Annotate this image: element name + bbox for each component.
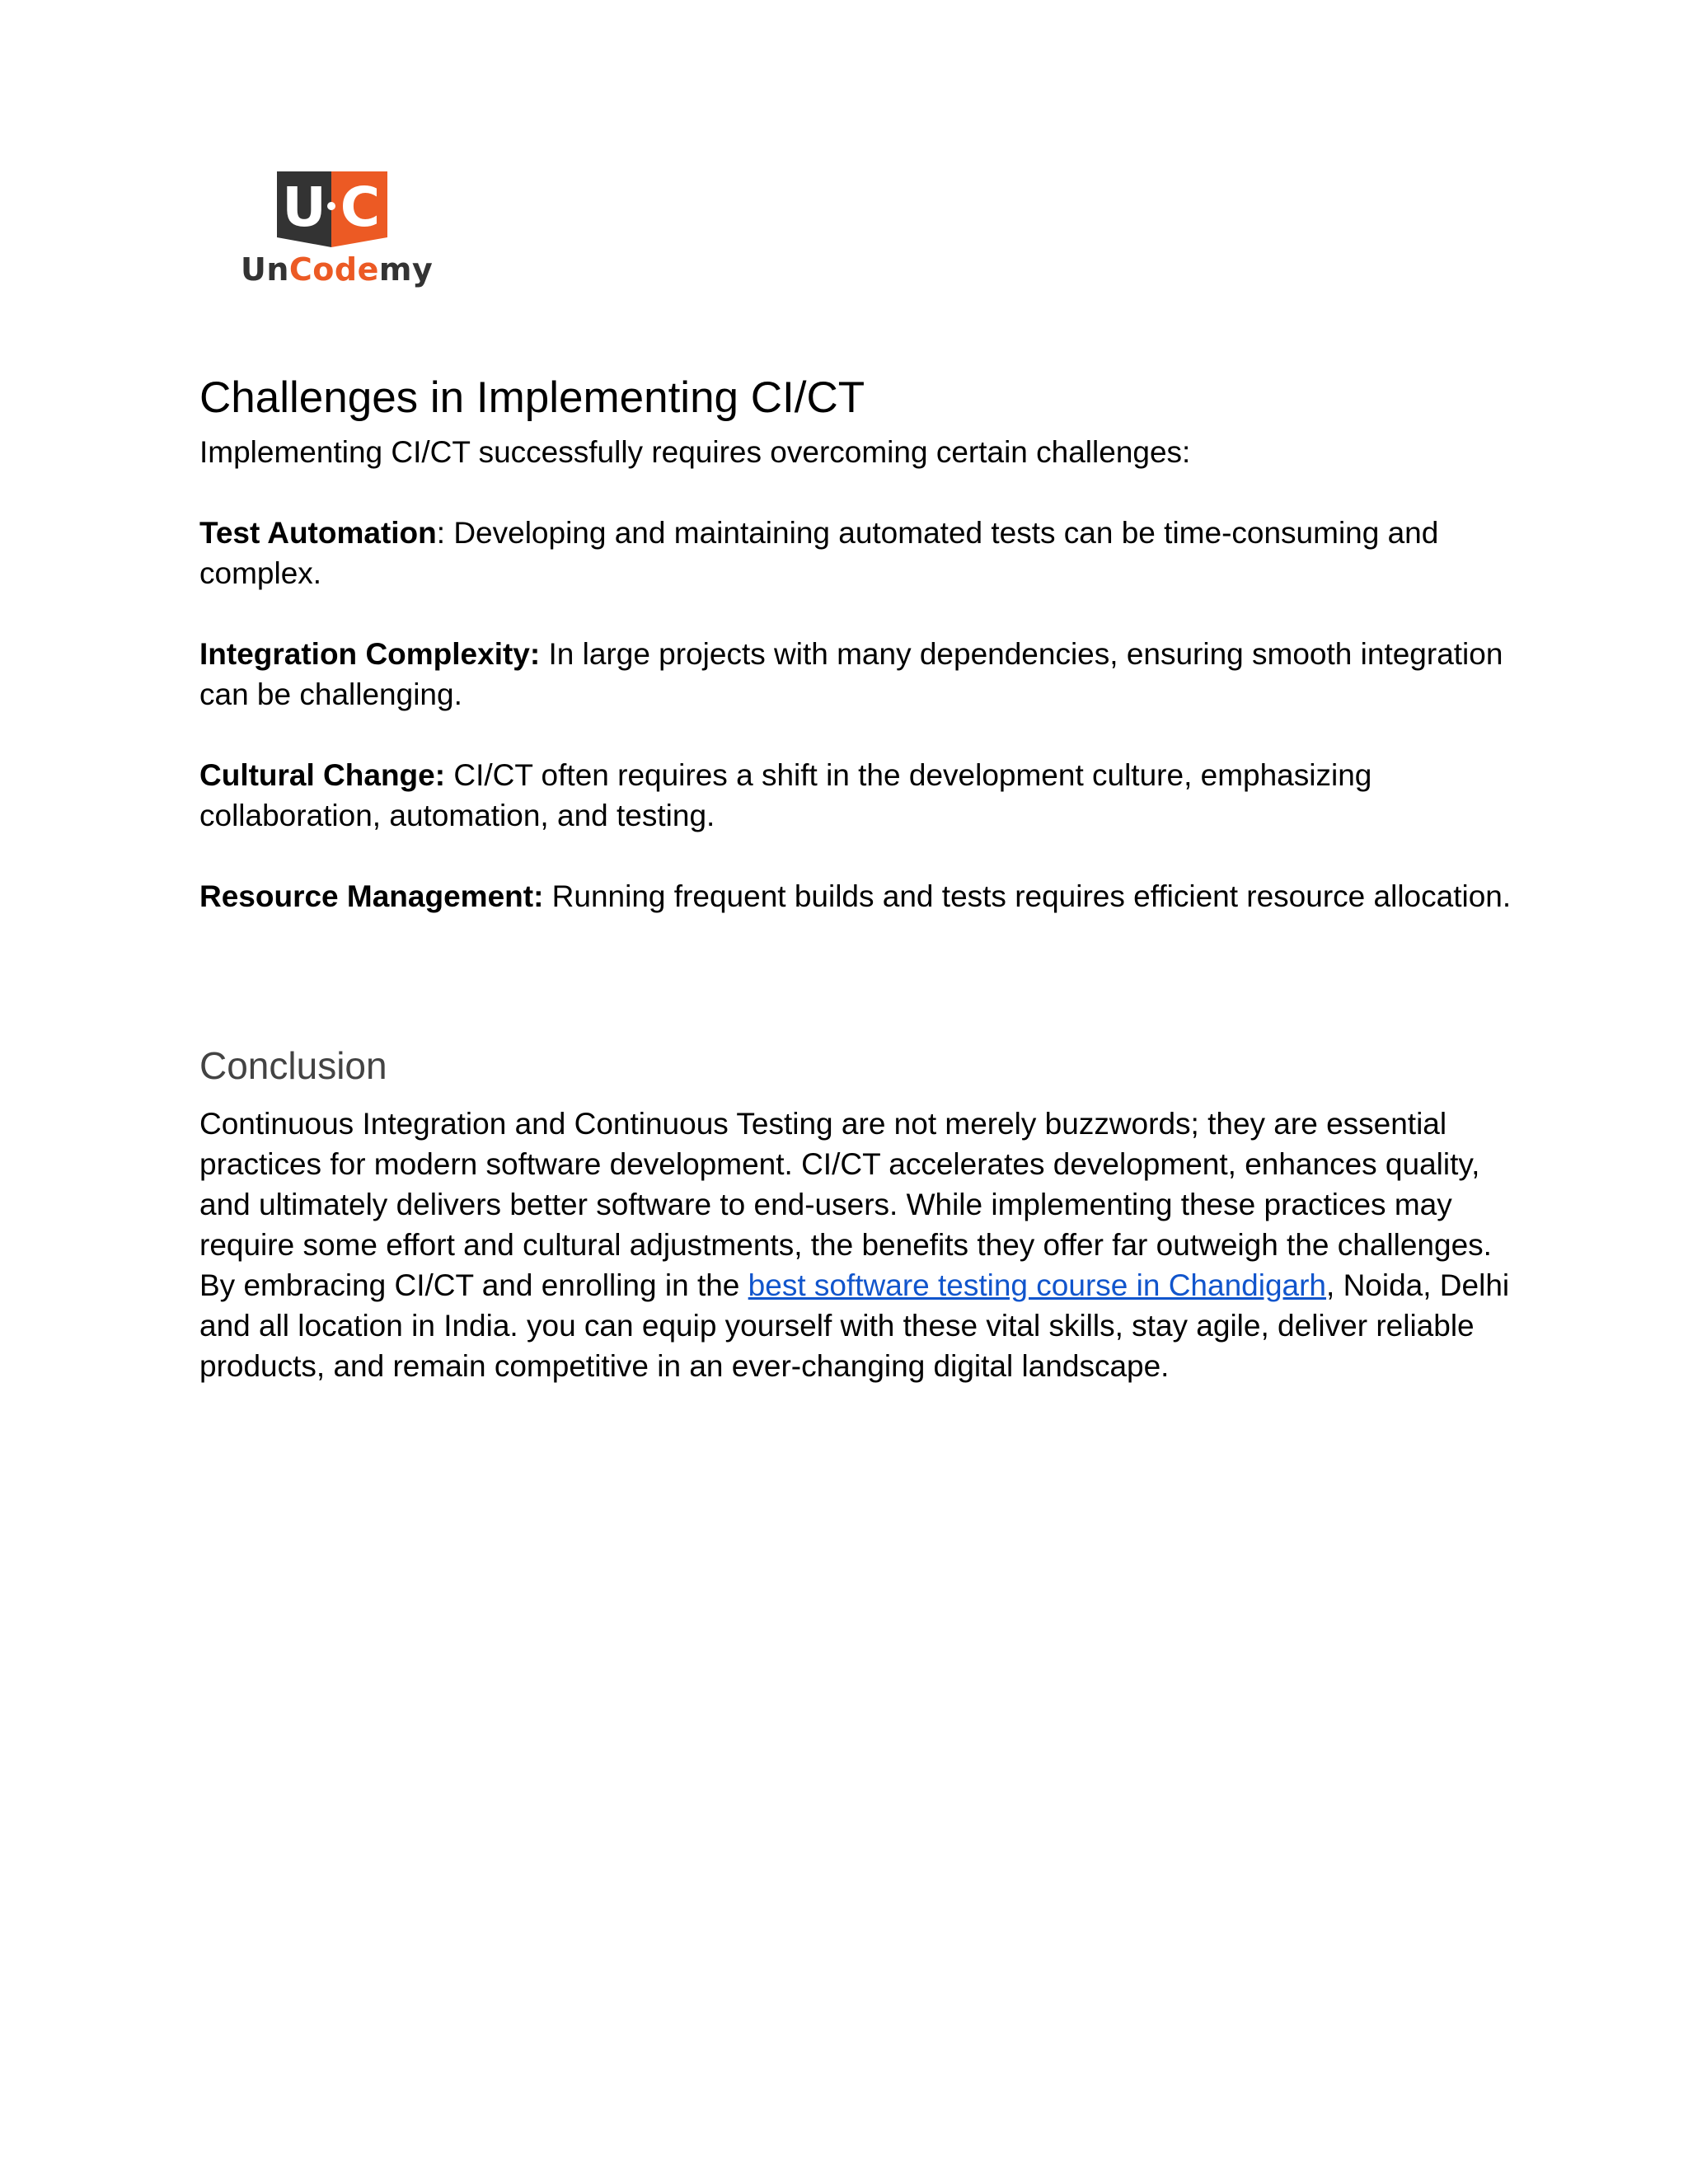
uncodemy-logo — [241, 171, 434, 295]
logo-word-part-2: Code — [288, 251, 379, 288]
challenge-item-cultural-change — [199, 755, 1518, 836]
conclusion-text-before-link: Continuous Integration and Continuous Testing are not merely buzzwords; they are essential practices for modern software development. CI/CT accelerates development, enhances quality, and ultimately delivers better software to end-users. While implementing these practices may require some effort and cultural adjustments, the benefits they offer far outweigh the challenges. By embracing CI/CT and enrolling in the — [199, 1107, 1492, 1302]
logo-word-part-3: my — [378, 251, 434, 288]
document-body — [199, 369, 1518, 1386]
challenges-heading: Challenges in Implementing CI/CT — [199, 373, 865, 422]
logo-mark-left-letter: U — [282, 176, 326, 239]
logo-mark-icon — [277, 171, 387, 247]
conclusion-heading: Conclusion — [199, 1044, 387, 1087]
challenge-term: Resource Management: — [199, 879, 544, 913]
challenge-description: : Developing and maintaining automated tests can be time-consuming and complex. — [199, 516, 1439, 590]
challenge-term: Test Automation — [199, 516, 437, 550]
course-link[interactable]: best software testing course in Chandigarh — [748, 1268, 1327, 1302]
challenge-description: CI/CT often requires a shift in the development culture, emphasizing collaboration, automation, and testing. — [199, 758, 1372, 832]
challenge-term: Integration Complexity: — [199, 637, 541, 671]
challenges-intro: Implementing CI/CT successfully requires overcoming certain challenges: — [199, 435, 1191, 469]
logo-mark-right-letter: C — [340, 176, 381, 239]
challenge-item-integration-complexity — [199, 634, 1518, 715]
logo-word-part-1: Un — [241, 251, 289, 288]
logo-wordmark — [241, 247, 434, 292]
challenge-description: Running frequent builds and tests requires efficient resource allocation. — [543, 879, 1512, 913]
challenge-item-resource-management — [199, 876, 1518, 916]
conclusion-text-after-link: , Noida, Delhi and all location in India. you can equip yourself with these vital skills, stay agile, deliver reliable products, and remain competitive in an ever-changing digital landscape. — [199, 1268, 1510, 1383]
challenge-term: Cultural Change: — [199, 758, 446, 792]
challenge-item-test-automation — [199, 513, 1518, 593]
challenge-description: In large projects with many dependencies, ensuring smooth integration can be challenging. — [199, 637, 1503, 711]
conclusion-paragraph — [199, 1104, 1518, 1386]
